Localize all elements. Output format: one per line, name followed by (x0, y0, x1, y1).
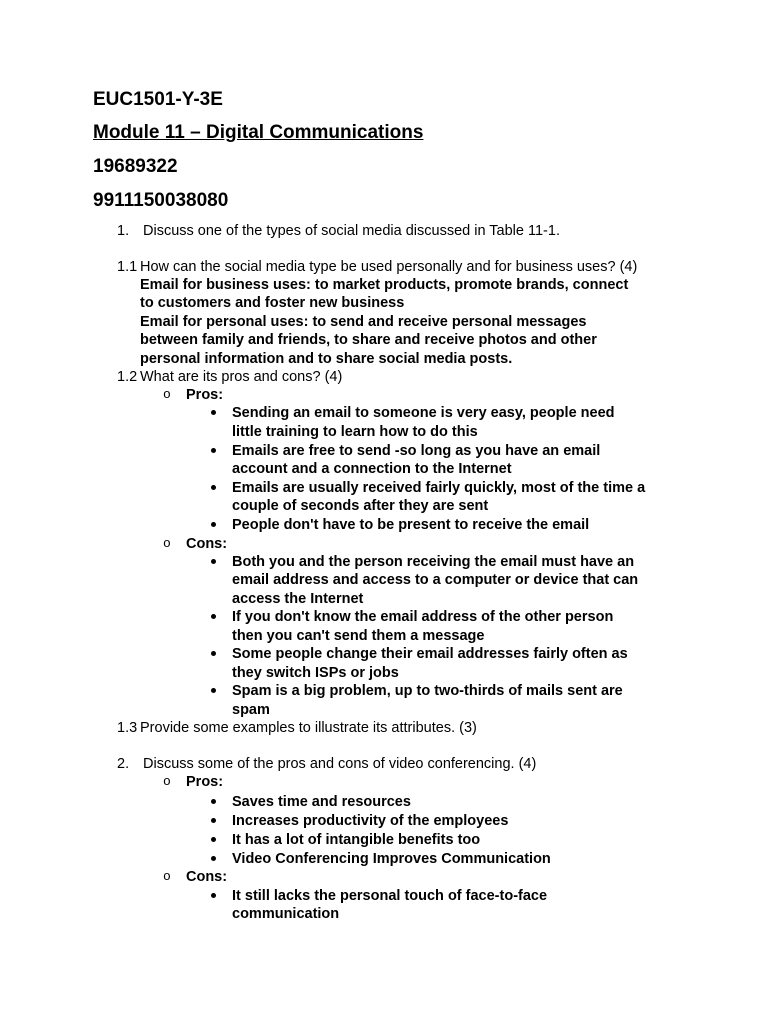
bullet-icon (211, 837, 216, 842)
list-item-continued: communication (232, 906, 340, 922)
list-item: Saves time and resources (232, 794, 411, 810)
bullet-icon (211, 448, 216, 453)
q1-1-answer-line: to customers and foster new business (140, 295, 405, 311)
pros-label: Pros: (186, 774, 224, 790)
bullet-icon (211, 485, 216, 490)
module-title: Module 11 – Digital Communications (93, 122, 424, 143)
list-item-continued: then you can't send them a message (232, 628, 485, 644)
list-item: If you don't know the email address of the other person (232, 609, 614, 625)
q2-number: 2. (117, 756, 130, 772)
bullet-icon (211, 893, 216, 898)
course-code: EUC1501-Y-3E (93, 89, 223, 110)
list-item-continued: little training to learn how to do this (232, 424, 478, 440)
list-item: It still lacks the personal touch of face-to-face (232, 888, 548, 904)
bullet-icon (211, 410, 216, 415)
cons-label: Cons: (186, 869, 228, 885)
list-item-continued: access the Internet (232, 591, 364, 607)
q1-3-number: 1.3 (117, 720, 138, 736)
q1-1-answer-line: personal information and to share social media posts. (140, 351, 513, 367)
list-item: Video Conferencing Improves Communication (232, 851, 551, 867)
pros-label: Pros: (186, 387, 224, 403)
q1-3-text: Provide some examples to illustrate its attributes. (3) (140, 720, 477, 736)
id-number: 9911150038080 (93, 190, 229, 211)
list-item: Emails are free to send -so long as you have an email (232, 443, 601, 459)
list-item: Increases productivity of the employees (232, 813, 509, 829)
list-item: People don't have to be present to receive the email (232, 517, 590, 533)
circle-bullet-icon: o (163, 869, 171, 884)
q1-number: 1. (117, 223, 130, 239)
q1-2-text: What are its pros and cons? (4) (140, 369, 343, 385)
list-item: Some people change their email addresses fairly often as (232, 646, 628, 662)
q1-text: Discuss one of the types of social media discussed in Table 11-1. (143, 223, 560, 239)
q1-1-answer-line: Email for personal uses: to send and receive personal messages (140, 314, 587, 330)
circle-bullet-icon: o (163, 387, 171, 402)
list-item-continued: spam (232, 702, 270, 718)
list-item-continued: couple of seconds after they are sent (232, 498, 489, 514)
list-item-continued: they switch ISPs or jobs (232, 665, 399, 681)
circle-bullet-icon: o (163, 774, 171, 789)
bullet-icon (211, 651, 216, 656)
q1-1-answer-line: between family and friends, to share and receive photos and other (140, 332, 597, 348)
bullet-icon (211, 614, 216, 619)
list-item: Sending an email to someone is very easy, people need (232, 405, 615, 421)
list-item: Spam is a big problem, up to two-thirds of mails sent are (232, 683, 623, 699)
bullet-icon (211, 559, 216, 564)
list-item: Both you and the person receiving the email must have an (232, 554, 635, 570)
q1-1-number: 1.1 (117, 259, 138, 275)
student-number: 19689322 (93, 156, 178, 177)
bullet-icon (211, 818, 216, 823)
q1-1-text: How can the social media type be used personally and for business uses? (4) (140, 259, 638, 275)
cons-label: Cons: (186, 536, 228, 552)
q2-text: Discuss some of the pros and cons of video conferencing. (4) (143, 756, 537, 772)
bullet-icon (211, 856, 216, 861)
bullet-icon (211, 799, 216, 804)
q1-1-answer-line: Email for business uses: to market products, promote brands, connect (140, 277, 629, 293)
list-item-continued: account and a connection to the Internet (232, 461, 512, 477)
q1-2-number: 1.2 (117, 369, 138, 385)
bullet-icon (211, 688, 216, 693)
bullet-icon (211, 522, 216, 527)
list-item: Emails are usually received fairly quickly, most of the time a (232, 480, 646, 496)
circle-bullet-icon: o (163, 536, 171, 551)
list-item: It has a lot of intangible benefits too (232, 832, 481, 848)
list-item-continued: email address and access to a computer or device that can (232, 572, 639, 588)
